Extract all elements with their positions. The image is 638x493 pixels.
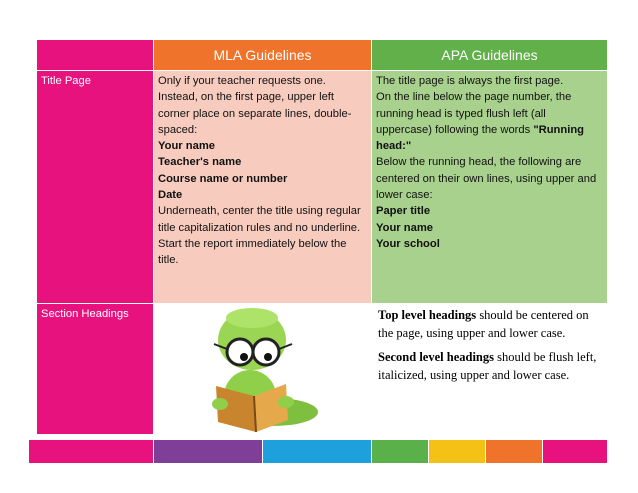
apa-item-school: Your school: [376, 237, 440, 250]
apa-line-1: The title page is always the first page.: [376, 75, 564, 87]
mla-item-teacher: Teacher's name: [158, 156, 242, 169]
mla-section-headings-cell: [154, 304, 371, 434]
guidelines-table: [37, 40, 607, 434]
apa-line-3: Below the running head, the following are centered on their own lines, using upper and lower case:: [376, 156, 597, 202]
color-bar-segment: [543, 440, 607, 463]
row-label-title-page: Title Page: [37, 71, 153, 303]
mla-outro-text: Underneath, center the title using regular title capitalization rules and no underline. Start the report immediately below the title.: [158, 205, 361, 267]
mla-item-date: Date: [158, 189, 183, 202]
mla-item-course: Course name or number: [158, 172, 288, 185]
color-bar-segment: [29, 440, 153, 463]
apa-item-name: Your name: [376, 221, 433, 234]
color-bar-segment: [263, 440, 371, 463]
row-label-section-headings: Section Headings: [37, 304, 153, 434]
apa-line-2: On the line below the page number, the running head is typed flush left (all uppercase) following the words "Running head:": [376, 91, 585, 153]
color-bar-segment: [372, 440, 428, 463]
mla-intro-text: Only if your teacher requests one. Instead, on the first page, upper left corner place on separate lines, double-spaced:: [158, 75, 352, 136]
apa-title-page-cell: [372, 71, 607, 303]
header-blank-cell: [37, 40, 153, 70]
color-bar-segment: [154, 440, 262, 463]
bookworm-reading-illustration: [154, 304, 371, 434]
color-bar-segment: [486, 440, 542, 463]
apa-top-level-headings: Top level headings should be centered on the page, using upper and lower case.: [378, 308, 589, 340]
apa-section-headings-cell: [372, 304, 607, 434]
apa-second-level-headings: Second level headings should be flush left, italicized, using upper and lower case.: [378, 350, 597, 382]
header-mla: MLA Guidelines: [154, 40, 371, 70]
mla-title-page-cell: [154, 71, 371, 303]
apa-item-title: Paper title: [376, 205, 431, 218]
mla-item-name: Your name: [158, 140, 215, 153]
header-apa: APA Guidelines: [372, 40, 607, 70]
color-bar-segment: [429, 440, 485, 463]
